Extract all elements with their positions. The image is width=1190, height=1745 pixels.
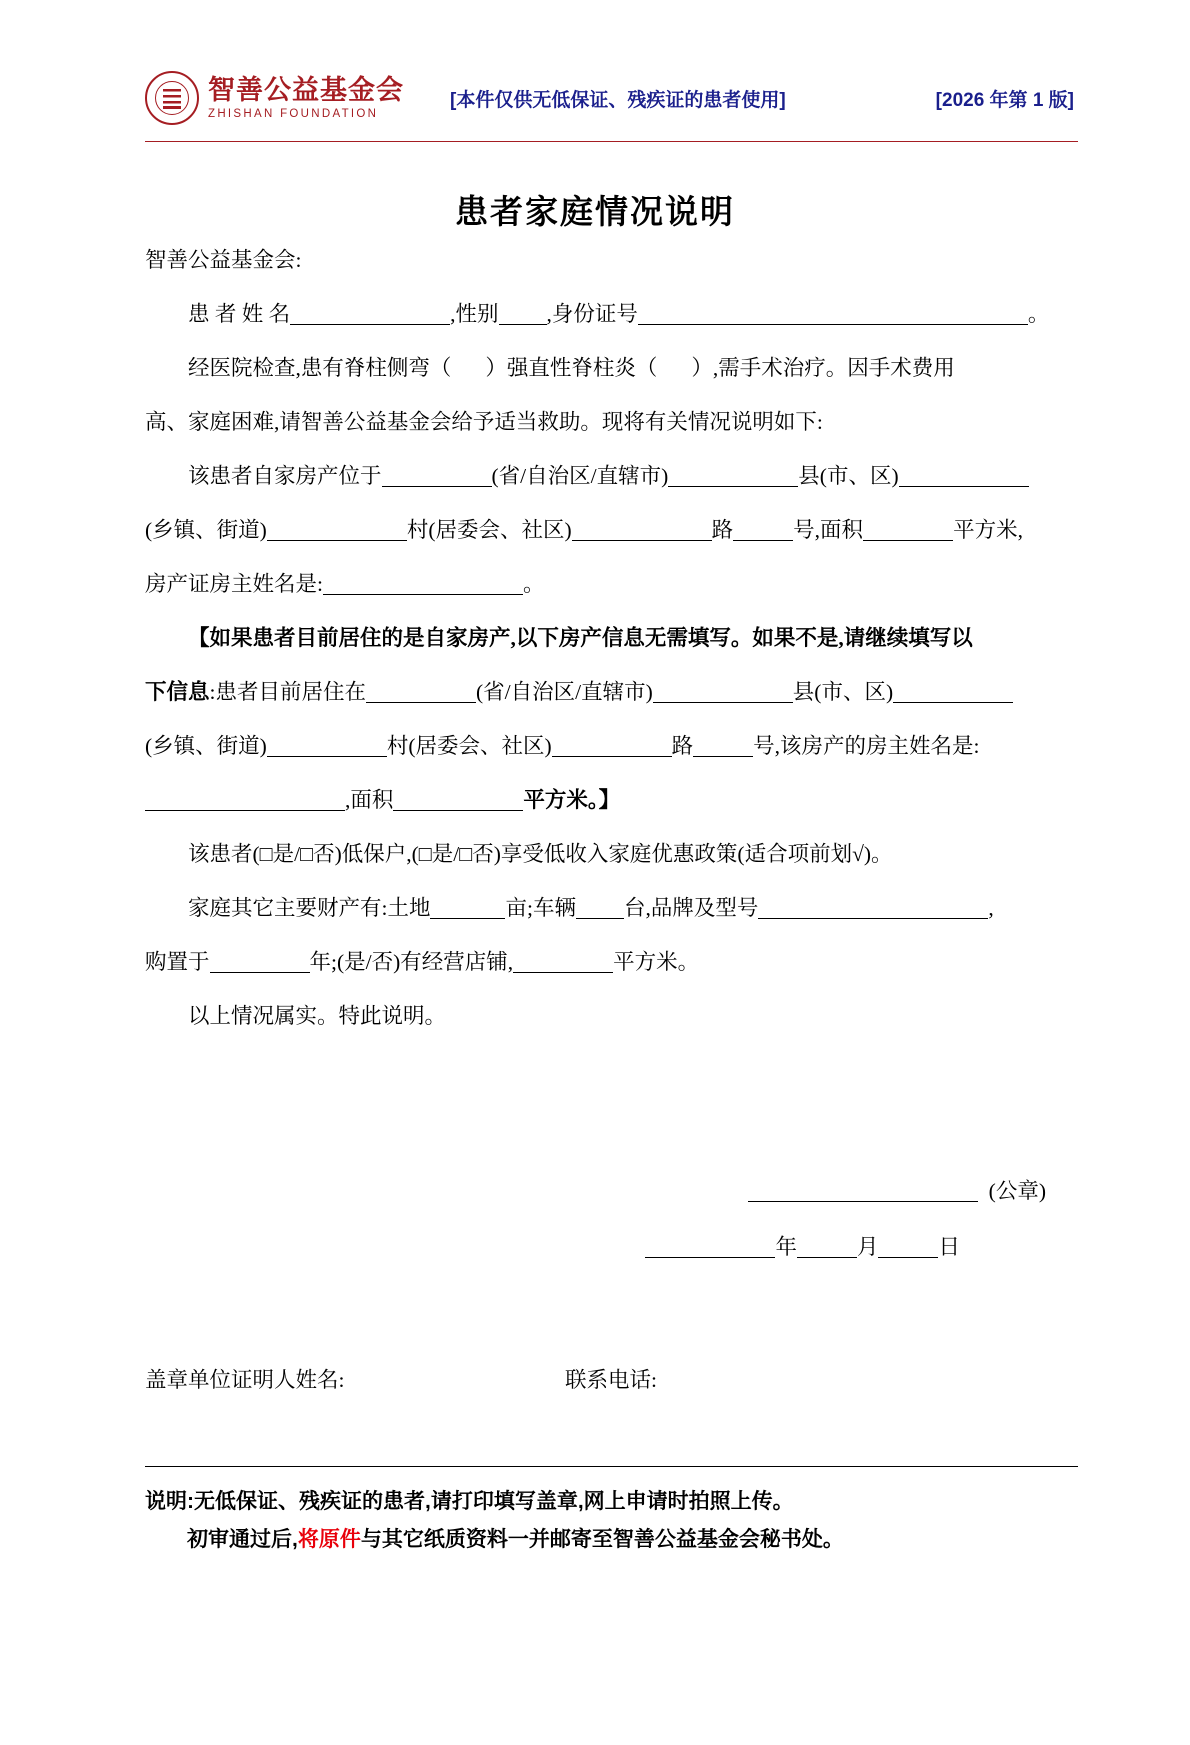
own-village-blank[interactable] — [267, 517, 407, 541]
paragraph-current-residence-line2 — [145, 719, 1078, 773]
assets-text-f: 年;(是/否)有经营店铺, — [309, 950, 514, 974]
document-header — [145, 62, 1078, 140]
owner-name-blank[interactable] — [323, 571, 523, 595]
patient-name-label: 患 者 姓 名 — [188, 302, 291, 326]
assets-text-e: 购置于 — [145, 950, 210, 974]
header-divider — [145, 141, 1078, 142]
current-text-j: ,面积 — [345, 788, 394, 812]
current-town-blank[interactable] — [893, 679, 1013, 703]
witness-name-label: 盖章单位证明人姓名: — [145, 1368, 345, 1392]
current-text-e: 县(市、区) — [792, 680, 894, 704]
owner-name-label: 房产证房主姓名是: — [145, 572, 323, 596]
id-number-blank[interactable] — [638, 301, 1028, 325]
shop-area-blank[interactable] — [513, 949, 613, 973]
paragraph-current-residence-notice — [145, 611, 1078, 665]
assets-text-c: 台,品牌及型号 — [623, 896, 759, 920]
paragraph-diagnosis — [145, 341, 1078, 395]
seal-label: (公章) — [988, 1179, 1046, 1203]
vehicle-count-blank[interactable] — [576, 895, 624, 919]
own-county-blank[interactable] — [668, 463, 798, 487]
diagnosis-text-c: ）,需手术治疗。因手术费用 — [691, 356, 955, 380]
own-property-text-h: 平方米, — [953, 518, 1023, 542]
current-owner-name-blank[interactable] — [145, 787, 345, 811]
assets-text-a: 家庭其它主要财产有:土地 — [188, 896, 431, 920]
notice-bold-a: 【如果患者目前居住的是自家房产,以下房产信息无需填写。如果不是,请继续填写以 — [188, 626, 973, 650]
own-property-text-f: 路 — [711, 518, 734, 542]
own-area-blank[interactable] — [863, 517, 953, 541]
page-title: 患者家庭情况说明 — [455, 193, 735, 230]
current-text-g: 村(居委会、社区) — [386, 734, 552, 758]
own-property-text-a: 该患者自家房产位于 — [188, 464, 382, 488]
date-month-blank[interactable] — [797, 1234, 857, 1258]
notice-bold-b: 下信息 — [145, 680, 210, 704]
header-version-note: [2026 年第 1 版] — [935, 89, 1074, 111]
assets-text-b: 亩;车辆 — [505, 896, 576, 920]
footer-line-2 — [145, 1521, 1078, 1559]
current-road-blank[interactable] — [552, 733, 672, 757]
footer-line-1 — [145, 1483, 1078, 1521]
paragraph-own-property — [145, 449, 1078, 503]
paragraph-other-assets — [145, 881, 1078, 935]
own-number-blank[interactable] — [733, 517, 793, 541]
date-day-blank[interactable] — [878, 1234, 938, 1258]
current-text-d: (省/自治区/直辖市) — [476, 680, 653, 704]
date-row — [145, 1219, 1078, 1275]
date-year-label: 年 — [775, 1235, 797, 1259]
current-text-h: 路 — [671, 734, 694, 758]
seal-blank[interactable] — [748, 1178, 978, 1202]
patient-name-blank[interactable] — [290, 301, 450, 325]
seal-icon — [145, 71, 199, 125]
witness-phone-label: 联系电话: — [565, 1368, 657, 1392]
footer-text-highlight: 将原件 — [297, 1528, 361, 1551]
document-footer — [145, 1466, 1078, 1559]
gender-label: ,性别 — [450, 302, 499, 326]
current-area-blank[interactable] — [393, 787, 523, 811]
paragraph-own-property-line3 — [145, 557, 1078, 611]
gender-blank[interactable] — [499, 301, 547, 325]
footer-note-label: 说明: — [145, 1490, 194, 1513]
own-property-text-e: 村(居委会、社区) — [406, 518, 572, 542]
footer-divider — [145, 1466, 1078, 1467]
salutation: 智善公益基金会: — [145, 248, 302, 272]
id-period: 。 — [1027, 302, 1050, 326]
witness-row — [145, 1363, 1078, 1394]
paragraph-other-assets-line2 — [145, 935, 1078, 989]
signature-area — [145, 1163, 1078, 1275]
current-text-f: (乡镇、街道) — [145, 734, 267, 758]
owner-name-period: 。 — [522, 572, 545, 596]
footer-note-text: 无低保证、残疾证的患者,请打印填写盖章,网上申请时拍照上传。 — [194, 1490, 794, 1513]
current-text-k: 平方米。】 — [523, 788, 621, 812]
document-body — [145, 233, 1078, 1043]
current-text-i: 号,该房产的房主姓名是: — [753, 734, 980, 758]
own-property-text-g: 号,面积 — [793, 518, 864, 542]
own-road-blank[interactable] — [572, 517, 712, 541]
document-page — [0, 62, 1190, 1745]
logo-english-name: ZHISHAN FOUNDATION — [208, 107, 379, 120]
assets-text-d: , — [988, 896, 994, 920]
date-year-blank[interactable] — [645, 1234, 775, 1258]
current-village-blank[interactable] — [267, 733, 387, 757]
paragraph-low-income-status: 该患者(□是/□否)低保户,(□是/□否)享受低收入家庭优惠政策(适合项前划√)。 — [188, 842, 893, 866]
own-property-text-b: (省/自治区/直辖市) — [491, 464, 669, 488]
logo-chinese-name: 智善公益基金会 — [208, 75, 404, 106]
diagnosis-text-b: ）强直性脊柱炎（ — [485, 356, 658, 380]
vehicle-model-blank[interactable] — [758, 895, 988, 919]
footer-text-b: 与其它纸质资料一并邮寄至智善公益基金会秘书处。 — [360, 1528, 844, 1551]
own-town-blank[interactable] — [899, 463, 1029, 487]
paragraph-diagnosis-cont: 高、家庭困难,请智善公益基金会给予适当救助。现将有关情况说明如下: — [145, 410, 823, 434]
paragraph-patient-identity — [145, 287, 1078, 341]
current-province-blank[interactable] — [366, 679, 476, 703]
seal-row — [145, 1163, 1078, 1219]
header-usage-note: [本件仅供无低保证、残疾证的患者使用] — [450, 89, 786, 111]
own-province-blank[interactable] — [382, 463, 492, 487]
diagnosis-text-a: 经医院检查,患有脊柱侧弯（ — [188, 356, 452, 380]
purchase-year-blank[interactable] — [210, 949, 310, 973]
current-text-c: :患者目前居住在 — [209, 680, 366, 704]
footer-text-a: 初审通过后, — [187, 1528, 298, 1551]
date-day-label: 日 — [938, 1235, 960, 1259]
date-month-label: 月 — [856, 1235, 879, 1259]
id-label: ,身份证号 — [546, 302, 638, 326]
own-property-text-c: 县(市、区) — [798, 464, 899, 488]
own-property-text-d: (乡镇、街道) — [145, 518, 267, 542]
paragraph-own-property-line2 — [145, 503, 1078, 557]
current-number-blank[interactable] — [693, 733, 753, 757]
land-area-blank[interactable] — [430, 895, 505, 919]
assets-text-g: 平方米。 — [613, 950, 700, 974]
foundation-logo — [145, 71, 404, 125]
paragraph-current-residence-line1 — [145, 665, 1078, 719]
paragraph-current-residence-line3 — [145, 773, 1078, 827]
current-county-blank[interactable] — [653, 679, 793, 703]
paragraph-declaration: 以上情况属实。特此说明。 — [188, 1004, 447, 1028]
